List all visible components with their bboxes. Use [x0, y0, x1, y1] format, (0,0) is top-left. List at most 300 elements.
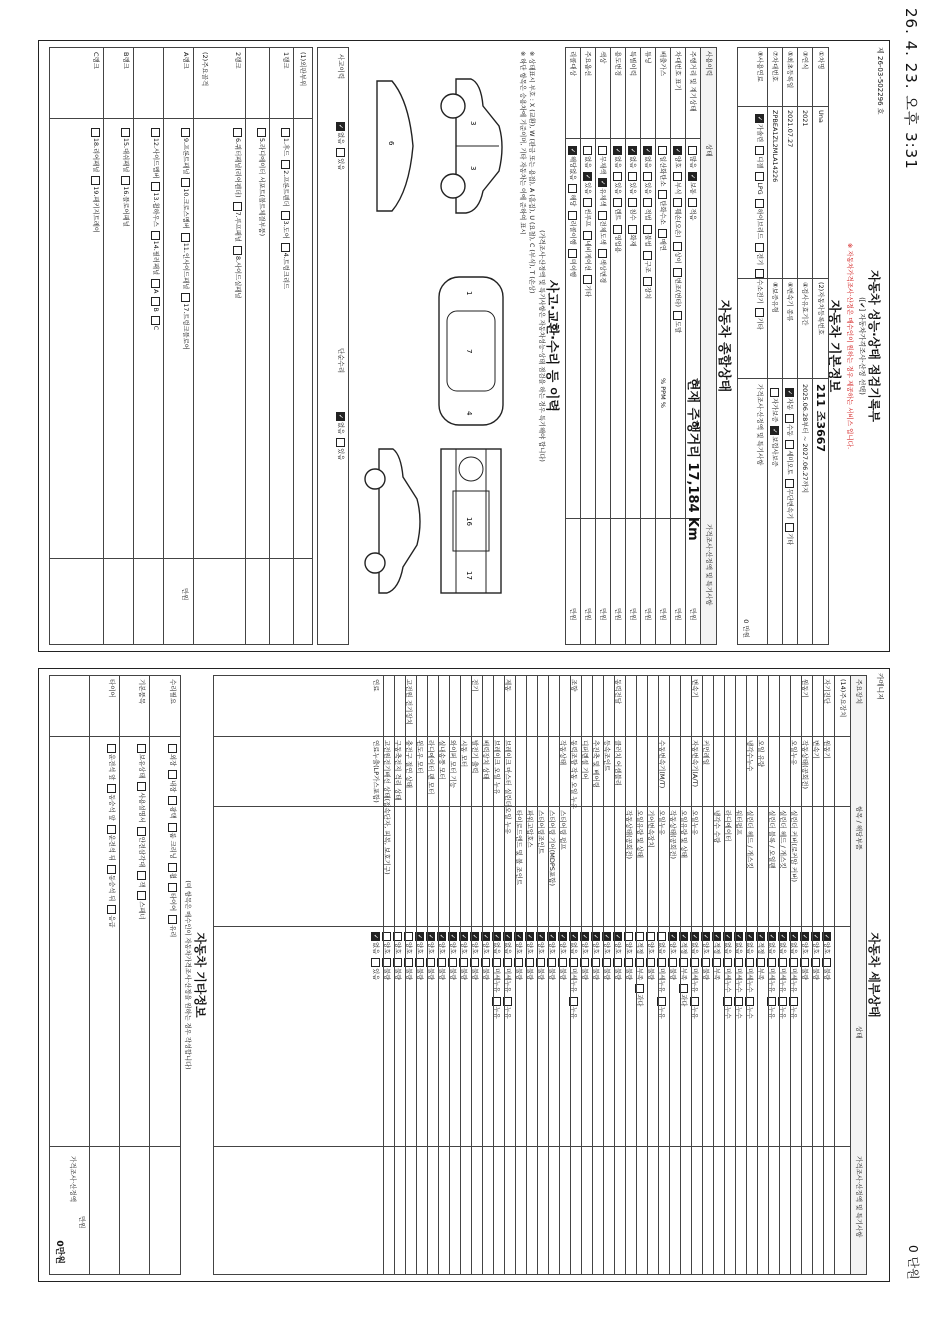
- option-checkbox[interactable]: [278, 124, 293, 156]
- checkbox-icon[interactable]: [756, 114, 765, 123]
- checkbox-icon[interactable]: [674, 311, 683, 320]
- basic-value: 2025.06.28부터 ~ 2027.06.27까지: [801, 384, 809, 494]
- option-checkbox[interactable]: [640, 221, 655, 247]
- checkbox-icon[interactable]: [182, 128, 191, 137]
- checkbox-icon[interactable]: [771, 426, 780, 435]
- option-checkbox[interactable]: [565, 142, 580, 180]
- option-label: 상이: [674, 251, 681, 264]
- checkbox-icon[interactable]: [629, 172, 638, 181]
- checkbox-icon[interactable]: [138, 827, 147, 836]
- option-checkbox[interactable]: [782, 384, 797, 410]
- option-label: 없음: [724, 942, 731, 955]
- other-parts[interactable]: [150, 740, 180, 937]
- legend-note: ※ 상태표시 부호 : X (교환), W (판금 또는 용접), A (흠집), U (요철), C (부식), T (손상): [528, 51, 535, 294]
- option-checkbox[interactable]: [767, 384, 782, 422]
- option-label: 매연: [659, 238, 666, 251]
- overall-options[interactable]: [580, 142, 595, 297]
- checkbox-icon[interactable]: [138, 744, 147, 753]
- item-label: 커먼레일: [702, 740, 710, 766]
- option-label: 내장: [169, 780, 176, 793]
- option-checkbox[interactable]: [333, 118, 348, 144]
- option-checkbox[interactable]: [254, 124, 269, 236]
- basic-label: ⑦차대번호: [771, 51, 779, 82]
- checkbox-icon[interactable]: [674, 172, 683, 181]
- option-checkbox[interactable]: [165, 740, 180, 766]
- overall-options[interactable]: [670, 142, 685, 333]
- checkbox-icon[interactable]: [282, 128, 291, 137]
- checkbox-icon[interactable]: [599, 211, 608, 220]
- option-checkbox[interactable]: [752, 110, 767, 142]
- overall-options[interactable]: [655, 142, 670, 251]
- checkbox-icon[interactable]: [372, 958, 381, 967]
- option-checkbox[interactable]: [640, 273, 655, 299]
- option-label: 사용설명서: [138, 792, 145, 823]
- col-header: 상태: [855, 1026, 863, 1039]
- option-checkbox[interactable]: [333, 408, 348, 434]
- checkbox-icon[interactable]: [674, 146, 683, 155]
- option-label: 침수: [629, 208, 636, 221]
- option-label: 누유: [658, 1006, 665, 1019]
- option-checkbox[interactable]: [118, 124, 133, 172]
- checkbox-icon[interactable]: [282, 160, 291, 169]
- checkbox-icon[interactable]: [659, 146, 668, 155]
- tires-options[interactable]: [89, 740, 119, 928]
- option-label: 동승석 뒤: [108, 875, 115, 902]
- option-checkbox[interactable]: [178, 124, 193, 174]
- option-checkbox[interactable]: [104, 901, 119, 927]
- option-checkbox[interactable]: [148, 178, 163, 226]
- option-checkbox[interactable]: [368, 954, 383, 980]
- checkbox-icon[interactable]: [644, 146, 653, 155]
- option-checkbox[interactable]: [670, 194, 685, 237]
- option-checkbox[interactable]: [565, 245, 580, 277]
- option-checkbox[interactable]: [670, 142, 685, 168]
- option-label: 미세누수: [735, 968, 742, 993]
- option-label: 응급: [108, 915, 115, 928]
- checkbox-icon[interactable]: [629, 146, 638, 155]
- option-label: 누유: [768, 1006, 775, 1019]
- sub-item-label: 오일유량 및 상태: [680, 810, 688, 859]
- checkbox-icon[interactable]: [258, 128, 267, 137]
- checkbox-icon[interactable]: [182, 178, 191, 187]
- checkbox-icon[interactable]: [756, 308, 765, 317]
- option-label: 없음: [779, 942, 786, 955]
- option-checkbox[interactable]: [670, 238, 685, 264]
- option-checkbox[interactable]: [118, 172, 133, 226]
- checkbox-icon[interactable]: [182, 233, 191, 242]
- option-label: 양호: [559, 942, 566, 955]
- overall-options[interactable]: [610, 142, 625, 253]
- checkbox-icon[interactable]: [169, 863, 178, 872]
- option-checkbox[interactable]: [610, 168, 625, 194]
- option-label: 없음: [337, 422, 344, 435]
- price-unit: 만원: [629, 608, 637, 621]
- accident-note: (가격조사·산정액 및 특기사항은 자동차성능·상태 점검을 하는 경우 특기해야 합니다): [538, 230, 545, 462]
- option-checkbox[interactable]: [595, 142, 610, 174]
- checkbox-icon[interactable]: [584, 172, 593, 181]
- option-label: 영업용: [614, 234, 621, 253]
- option-checkbox[interactable]: [278, 239, 293, 289]
- option-label: 불량: [438, 968, 445, 981]
- checkbox-icon[interactable]: [786, 414, 795, 423]
- checkbox-icon[interactable]: [92, 176, 101, 185]
- option-checkbox[interactable]: [165, 792, 180, 818]
- option-checkbox[interactable]: [580, 227, 595, 271]
- option-label: 미세누유: [493, 968, 500, 993]
- checkbox-icon[interactable]: [337, 148, 346, 157]
- accident-questions: [317, 47, 349, 645]
- option-checkbox[interactable]: [134, 867, 149, 887]
- option-checkbox[interactable]: [565, 180, 580, 206]
- option-checkbox[interactable]: [278, 207, 293, 239]
- option-label: 15.대쉬패널: [122, 138, 129, 173]
- basic-row-5: [738, 48, 768, 644]
- accident-q1-options[interactable]: [318, 118, 348, 170]
- checkbox-icon[interactable]: [337, 438, 346, 447]
- item-label: 추진축 및 베어링: [592, 740, 600, 789]
- checkbox-icon[interactable]: [756, 146, 765, 155]
- overall-options[interactable]: [640, 142, 655, 299]
- option-checkbox[interactable]: [104, 821, 119, 861]
- option-checkbox[interactable]: [134, 823, 149, 867]
- overall-options[interactable]: [685, 142, 700, 221]
- checkbox-icon[interactable]: [584, 275, 593, 284]
- parts-options[interactable]: [278, 124, 293, 289]
- option-checkbox[interactable]: [640, 247, 655, 273]
- external-row: [278, 48, 294, 644]
- option-checkbox[interactable]: [782, 410, 797, 436]
- option-label: 불량: [669, 968, 676, 981]
- option-checkbox[interactable]: [580, 142, 595, 168]
- sub-item-label: 기어변속장치: [647, 810, 655, 848]
- checkbox-icon[interactable]: [756, 172, 765, 181]
- option-checkbox[interactable]: [782, 436, 797, 474]
- checkbox-icon[interactable]: [644, 198, 653, 207]
- basic-label: ⑥변속기 종류: [786, 282, 794, 322]
- checkbox-icon[interactable]: [786, 479, 795, 488]
- checkbox-icon[interactable]: [629, 225, 638, 234]
- option-checkbox[interactable]: [88, 172, 103, 233]
- option-checkbox[interactable]: [655, 186, 670, 224]
- price-unit: 만원: [674, 608, 682, 621]
- option-checkbox[interactable]: [595, 174, 610, 206]
- checkbox-icon[interactable]: [599, 249, 608, 258]
- item-label: 냉각수누수: [746, 740, 754, 772]
- option-checkbox[interactable]: [165, 819, 180, 859]
- overall-row: [565, 48, 581, 644]
- option-label: 운전석 앞: [108, 754, 115, 781]
- checkbox-icon[interactable]: [569, 211, 578, 220]
- option-checkbox[interactable]: [230, 242, 245, 299]
- parts-options[interactable]: [148, 124, 163, 330]
- checkbox-icon[interactable]: [372, 932, 381, 941]
- checkbox-icon[interactable]: [152, 231, 161, 240]
- option-checkbox[interactable]: [165, 859, 180, 879]
- option-checkbox[interactable]: [580, 194, 595, 226]
- checkbox-icon[interactable]: [756, 243, 765, 252]
- option-checkbox[interactable]: [134, 778, 149, 822]
- option-checkbox[interactable]: [368, 928, 383, 954]
- checkbox-icon[interactable]: [337, 122, 346, 131]
- checkbox-icon[interactable]: [614, 198, 623, 207]
- option-label: 3.도어: [282, 220, 289, 239]
- overall-options[interactable]: [625, 142, 640, 247]
- option-checkbox[interactable]: [595, 207, 610, 245]
- option-label: 양호: [812, 942, 819, 955]
- parts-options[interactable]: [254, 124, 269, 236]
- checkbox-icon[interactable]: [584, 231, 593, 240]
- checkbox-icon[interactable]: [122, 176, 131, 185]
- option-checkbox[interactable]: [565, 207, 580, 245]
- option-checkbox[interactable]: [782, 519, 797, 545]
- option-checkbox[interactable]: [104, 740, 119, 780]
- checkbox-icon[interactable]: [689, 172, 698, 181]
- option-checkbox[interactable]: [640, 142, 655, 168]
- option-checkbox[interactable]: [333, 144, 348, 170]
- option-checkbox[interactable]: [580, 168, 595, 194]
- checkbox-icon[interactable]: [659, 229, 668, 238]
- warranty-options[interactable]: [767, 384, 782, 467]
- parts-options[interactable]: [118, 124, 133, 227]
- checkbox-icon[interactable]: [599, 146, 608, 155]
- sub-item-label: 워터펌프: [735, 810, 743, 836]
- transmission-options[interactable]: [782, 384, 797, 545]
- checkbox-icon[interactable]: [786, 388, 795, 397]
- option-checkbox[interactable]: [685, 168, 700, 194]
- checkbox-icon[interactable]: [337, 412, 346, 421]
- option-label: 양호: [625, 942, 632, 955]
- car-side-right-diagram: [431, 71, 511, 221]
- option-label: 적정: [680, 942, 687, 955]
- option-label: 양호: [449, 942, 456, 955]
- checkbox-icon[interactable]: [152, 316, 161, 325]
- other-parts[interactable]: [119, 740, 149, 920]
- option-checkbox[interactable]: [655, 225, 670, 251]
- item-label: 와이퍼 모터 기능: [449, 740, 457, 789]
- right-page: [38, 668, 890, 1282]
- option-checkbox[interactable]: [148, 312, 163, 330]
- option-checkbox[interactable]: [148, 124, 163, 178]
- option-label: 불량: [449, 968, 456, 981]
- checkbox-icon[interactable]: [629, 198, 638, 207]
- option-label: 불량: [801, 968, 808, 981]
- option-label: 하이브리드: [756, 208, 763, 240]
- checkbox-icon[interactable]: [92, 128, 101, 137]
- checkbox-icon[interactable]: [614, 172, 623, 181]
- checkbox-icon[interactable]: [569, 146, 578, 155]
- overall-options[interactable]: [565, 142, 580, 277]
- checkbox-icon[interactable]: [169, 744, 178, 753]
- parts-options[interactable]: [178, 124, 193, 350]
- option-checkbox[interactable]: [178, 289, 193, 350]
- option-checkbox[interactable]: [230, 124, 245, 198]
- option-checkbox[interactable]: [333, 434, 348, 460]
- checkbox-icon[interactable]: [786, 523, 795, 532]
- option-checkbox[interactable]: [148, 275, 163, 293]
- option-checkbox[interactable]: [752, 304, 767, 330]
- checkbox-icon[interactable]: [644, 225, 653, 234]
- checkbox-icon[interactable]: [108, 744, 117, 753]
- option-checkbox[interactable]: [230, 198, 245, 242]
- checkbox-icon[interactable]: [644, 172, 653, 181]
- checkbox-icon[interactable]: [282, 211, 291, 220]
- option-label: 도말: [674, 321, 681, 334]
- page-number: 0 단원: [906, 1245, 920, 1280]
- overall-row: [595, 48, 611, 644]
- overall-row: [580, 48, 596, 644]
- parts-options[interactable]: [88, 124, 103, 233]
- checkbox-icon[interactable]: [674, 198, 683, 207]
- option-checkbox[interactable]: [752, 239, 767, 265]
- option-label: 광택: [169, 806, 176, 819]
- item-label: 작동상태: [559, 740, 567, 766]
- sub-item-label: 작동상태(공회전): [625, 810, 633, 860]
- checkbox-icon[interactable]: [282, 243, 291, 252]
- option-checkbox[interactable]: [610, 194, 625, 220]
- checkbox-icon[interactable]: [169, 823, 178, 832]
- option-checkbox[interactable]: [685, 142, 700, 168]
- checkbox-icon[interactable]: [756, 199, 765, 208]
- option-checkbox[interactable]: [625, 194, 640, 220]
- option-checkbox[interactable]: [625, 142, 640, 168]
- option-label: 1.후드: [282, 138, 289, 157]
- option-checkbox[interactable]: [148, 293, 163, 311]
- checkbox-icon[interactable]: [169, 915, 178, 924]
- option-checkbox[interactable]: [782, 475, 797, 519]
- status-options[interactable]: [368, 928, 383, 980]
- checkbox-icon[interactable]: [659, 190, 668, 199]
- option-checkbox[interactable]: [752, 265, 767, 303]
- option-checkbox[interactable]: [165, 911, 180, 937]
- checkbox-icon[interactable]: [234, 246, 243, 255]
- option-checkbox[interactable]: [625, 168, 640, 194]
- parts-options[interactable]: [230, 124, 245, 298]
- checkbox-icon[interactable]: [614, 146, 623, 155]
- accident-q2-options[interactable]: [318, 408, 348, 460]
- col-header: 상태: [705, 144, 713, 157]
- option-label: 일산화탄소: [659, 156, 666, 187]
- checkbox-icon[interactable]: [152, 128, 161, 137]
- option-label: 양호: [674, 156, 681, 169]
- section-overall-title: 자동차 종합상태: [716, 299, 731, 393]
- option-checkbox[interactable]: [625, 221, 640, 247]
- checkbox-icon[interactable]: [138, 782, 147, 791]
- checkbox-icon[interactable]: [674, 242, 683, 251]
- checkbox-icon[interactable]: [786, 440, 795, 449]
- option-label: 탄화수소: [659, 200, 666, 225]
- overall-options[interactable]: [595, 142, 610, 283]
- option-label: 유채색: [599, 188, 606, 207]
- option-checkbox[interactable]: [752, 142, 767, 168]
- option-checkbox[interactable]: [165, 766, 180, 792]
- rank-label: 1랭크: [282, 52, 290, 69]
- group-label: 동력전달: [614, 679, 622, 705]
- option-checkbox[interactable]: [88, 124, 103, 172]
- checkbox-icon[interactable]: [122, 128, 131, 137]
- group-label: 연료: [372, 679, 380, 692]
- checkbox-icon[interactable]: [569, 249, 578, 258]
- checkbox-icon[interactable]: [182, 293, 191, 302]
- checkbox-icon[interactable]: [584, 146, 593, 155]
- option-checkbox[interactable]: [148, 227, 163, 275]
- checkbox-icon[interactable]: [644, 251, 653, 260]
- checkbox-icon[interactable]: [234, 128, 243, 137]
- checkbox-icon[interactable]: [169, 770, 178, 779]
- option-checkbox[interactable]: [595, 245, 610, 283]
- checkbox-icon[interactable]: [169, 883, 178, 892]
- option-checkbox[interactable]: [278, 156, 293, 206]
- option-checkbox[interactable]: [670, 264, 685, 307]
- option-label: 누유: [691, 1006, 698, 1019]
- group-label: 고전원 전기장치: [405, 679, 413, 726]
- option-checkbox[interactable]: [580, 271, 595, 297]
- option-label: 장치: [644, 286, 651, 300]
- option-checkbox[interactable]: [178, 229, 193, 290]
- option-checkbox[interactable]: [640, 194, 655, 220]
- option-checkbox[interactable]: [165, 879, 180, 911]
- option-checkbox[interactable]: [610, 221, 625, 253]
- sub-item-label: 파워고압호스: [526, 810, 534, 848]
- basic-label: ⑧보증유형: [771, 282, 779, 313]
- checkbox-icon[interactable]: [756, 269, 765, 278]
- option-checkbox[interactable]: [685, 194, 700, 220]
- checkbox-icon[interactable]: [108, 905, 117, 914]
- checkbox-icon[interactable]: [152, 279, 161, 288]
- option-checkbox[interactable]: [610, 142, 625, 168]
- option-label: 미세누유: [658, 968, 665, 993]
- option-checkbox[interactable]: [640, 168, 655, 194]
- option-label: 불량: [383, 968, 390, 981]
- overall-status-table: [565, 47, 717, 645]
- checkbox-icon[interactable]: [689, 198, 698, 207]
- option-checkbox[interactable]: [134, 887, 149, 919]
- checkbox-icon[interactable]: [169, 796, 178, 805]
- fuel-options[interactable]: [738, 110, 767, 364]
- checkbox-icon[interactable]: [614, 225, 623, 234]
- checkbox-icon[interactable]: [644, 277, 653, 286]
- checkbox-icon[interactable]: [108, 784, 117, 793]
- option-checkbox[interactable]: [655, 142, 670, 186]
- checkbox-icon[interactable]: [599, 178, 608, 187]
- checkbox-icon[interactable]: [152, 182, 161, 191]
- checkbox-icon[interactable]: [674, 268, 683, 277]
- checkbox-icon[interactable]: [771, 388, 780, 397]
- option-checkbox[interactable]: [178, 174, 193, 228]
- checkbox-icon[interactable]: [152, 297, 161, 306]
- checkbox-icon[interactable]: [108, 865, 117, 874]
- checkbox-icon[interactable]: [138, 891, 147, 900]
- checkbox-icon[interactable]: [689, 146, 698, 155]
- option-checkbox[interactable]: [767, 422, 782, 466]
- option-checkbox[interactable]: [670, 307, 685, 333]
- checkbox-icon[interactable]: [584, 198, 593, 207]
- checkbox-icon[interactable]: [108, 825, 117, 834]
- checkbox-icon[interactable]: [234, 202, 243, 211]
- option-label: 불량: [537, 968, 544, 981]
- option-checkbox[interactable]: [752, 195, 767, 239]
- checkbox-icon[interactable]: [569, 184, 578, 193]
- option-checkbox[interactable]: [104, 861, 119, 901]
- option-checkbox[interactable]: [670, 168, 685, 194]
- option-label: 7.루프패널: [234, 211, 241, 242]
- checkbox-icon[interactable]: [138, 871, 147, 880]
- option-checkbox[interactable]: [104, 780, 119, 820]
- option-label: 없음: [790, 942, 797, 955]
- option-label: 미세누수: [746, 968, 753, 993]
- option-checkbox[interactable]: [134, 740, 149, 778]
- option-label: 부족: [757, 968, 764, 981]
- option-checkbox[interactable]: [752, 168, 767, 194]
